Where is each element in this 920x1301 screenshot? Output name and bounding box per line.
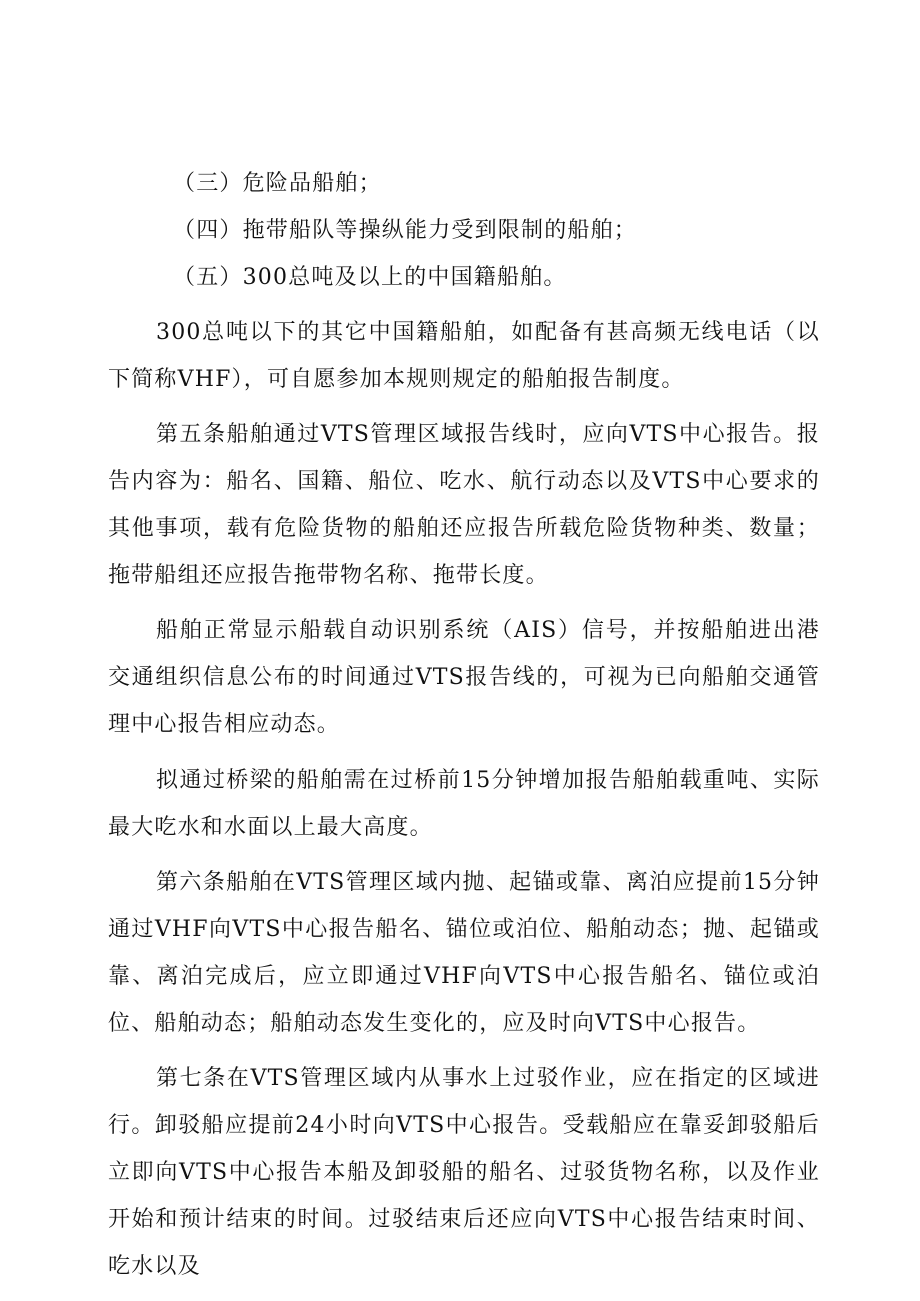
paragraph-article-6: 第六条船舶在VTS管理区域内抛、起锚或靠、离泊应提前15分钟通过VHF向VTS中心报告船名、锚位或泊位、船舶动态；抛、起锚或靠、离泊完成后，应立即通过VHF向VTS中心报告船名、锚位或泊位、船舶动态；船舶动态发生变化的，应及时向VTS中心报告。 bbox=[108, 869, 820, 1036]
paragraph-ais: 船舶正常显示船载自动识别系统（AIS）信号，并按船舶进出港交通组织信息公布的时间通过VTS报告线的，可视为已向船舶交通管理中心报告相应动态。 bbox=[108, 618, 820, 738]
paragraph-vhf-voluntary: 300总吨以下的其它中国籍船舶，如配备有甚高频无线电话（以下简称VHF），可自愿参加本规则规定的船舶报告制度。 bbox=[108, 320, 820, 392]
document-body bbox=[108, 160, 820, 1298]
paragraph-bridge: 拟通过桥梁的船舶需在过桥前15分钟增加报告船舶载重吨、实际最大吃水和水面以上最大高度。 bbox=[108, 767, 820, 840]
list-item-3: （三）危险品船舶； bbox=[173, 171, 382, 196]
paragraph-article-5: 第五条船舶通过VTS管理区域报告线时，应向VTS中心报告。报告内容为：船名、国籍、船位、吃水、航行动态以及VTS中心要求的其他事项，载有危险货物的船舶还应报告所载危险货物种类、数量；拖带船组还应报告拖带物名称、拖带长度。 bbox=[108, 422, 820, 589]
paragraph-article-7: 第七条在VTS管理区域内从事水上过驳作业，应在指定的区域进行。卸驳船应提前24小时向VTS中心报告。受载船应在靠妥卸驳船后立即向VTS中心报告本船及卸驳船的船名、过驳货物名称，以及作业开始和预计结束的时间。过驳结束后还应向VTS中心报告结束时间、吃水以及 bbox=[108, 1065, 820, 1279]
list-item-4: （四）拖带船队等操纵能力受到限制的船舶； bbox=[173, 218, 638, 243]
list-item-5: （五）300总吨及以上的中国籍船舶。 bbox=[173, 265, 567, 290]
